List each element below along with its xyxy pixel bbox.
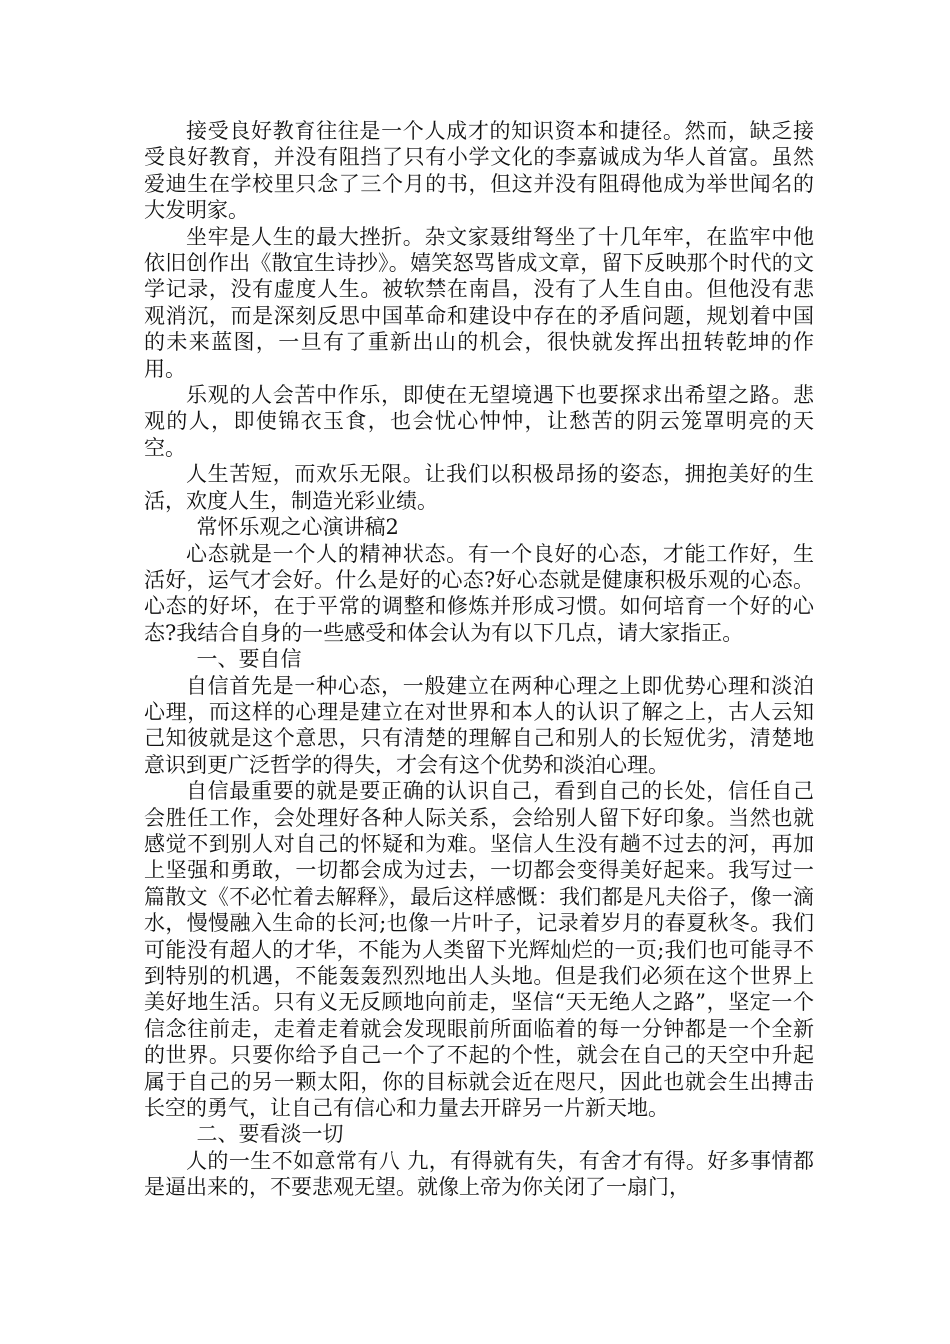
paragraph-prison: 坐牢是人生的最大挫折。杂文家聂绀弩坐了十几年牢，在监牢中他依旧创作出《散宜生诗抄》。嬉笑怒骂皆成文章，留下反映那个时代的文学记录，没有虚度人生。被软禁在南昌，没有了人生自由。但他没有悲观消沉，而是深刻反思中国革命和建设中存在的矛盾问题，规划着中国的未来蓝图，一旦有了重新出山的机会，很快就发挥出扭转乾坤的作用。 bbox=[144, 224, 814, 381]
speech-title-2: 常怀乐观之心演讲稿2 bbox=[196, 515, 399, 540]
paragraph-life-setbacks: 人的一生不如意常有八 九，有得就有失，有舍才有得。好多事情都是逼出来的，不要悲观无望。就像上帝为你关闭了一扇门， bbox=[144, 1148, 814, 1200]
section-heading-indifference: 二、要看淡一切 bbox=[196, 1122, 344, 1147]
paragraph-confidence-definition: 自信首先是一种心态，一般建立在两种心理之上即优势心理和淡泊心理，而这样的心理是建立在对世界和本人的认识了解之上，古人云知己知彼就是这个意思，只有清楚的理解自己和别人的长短优劣，清楚地意识到更广泛哲学的得失，才会有这个优势和淡泊心理。 bbox=[144, 673, 814, 777]
section-heading-confidence: 一、要自信 bbox=[196, 647, 302, 672]
paragraph-life-short: 人生苦短，而欢乐无限。让我们以积极昂扬的姿态，拥抱美好的生活，欢度人生，制造光彩业绩。 bbox=[144, 462, 814, 513]
document-body bbox=[144, 118, 814, 1201]
paragraph-confidence-self: 自信最重要的就是要正确的认识自己，看到自己的长处，信任自己会胜任工作，会处理好各种人际关系，会给别人留下好印象。当然也就感觉不到别人对自己的怀疑和为难。坚信人生没有趟不过去的河，再加上坚强和勇敢，一切都会成为过去，一切都会变得美好起来。我写过一篇散文《不必忙着去解释》，最后这样感慨：我们都是凡夫俗子，像一滴水，慢慢融入生命的长河;也像一片叶子，记录着岁月的春夏秋冬。我们可能没有超人的才华，不能为人类留下光辉灿烂的一页;我们也可能寻不到特别的机遇，不能轰轰烈烈地出人头地。但是我们必须在这个世界上美好地生活。只有义无反顾地向前走，坚信“天无绝人之路”，坚定一个信念往前走，走着走着就会发现眼前所面临着的每一分钟都是一个全新的世界。只要你给予自己一个了不起的个性，就会在自己的天空中升起属于自己的另一颗太阳，你的目标就会近在咫尺，因此也就会生出搏击长空的勇气，让自己有信心和力量去开辟另一片新天地。 bbox=[144, 779, 814, 1121]
paragraph-education: 接受良好教育往往是一个人成才的知识资本和捷径。然而，缺乏接受良好教育，并没有阻挡了只有小学文化的李嘉诚成为华人首富。虽然爱迪生在学校里只念了三个月的书，但这并没有阻碍他成为举世闻名的大发明家。 bbox=[144, 119, 814, 223]
paragraph-mindset: 心态就是一个人的精神状态。有一个良好的心态，才能工作好，生活好，运气才会好。什么是好的心态?好心态就是健康积极乐观的心态。心态的好坏，在于平常的调整和修炼并形成习惯。如何培育一个好的心态?我结合自身的一些感受和体会认为有以下几点，请大家指正。 bbox=[144, 541, 814, 645]
paragraph-optimism: 乐观的人会苦中作乐，即使在无望境遇下也要探求出希望之路。悲观的人，即使锦衣玉食，也会忧心忡忡，让愁苦的阴云笼罩明亮的天空。 bbox=[144, 383, 814, 460]
